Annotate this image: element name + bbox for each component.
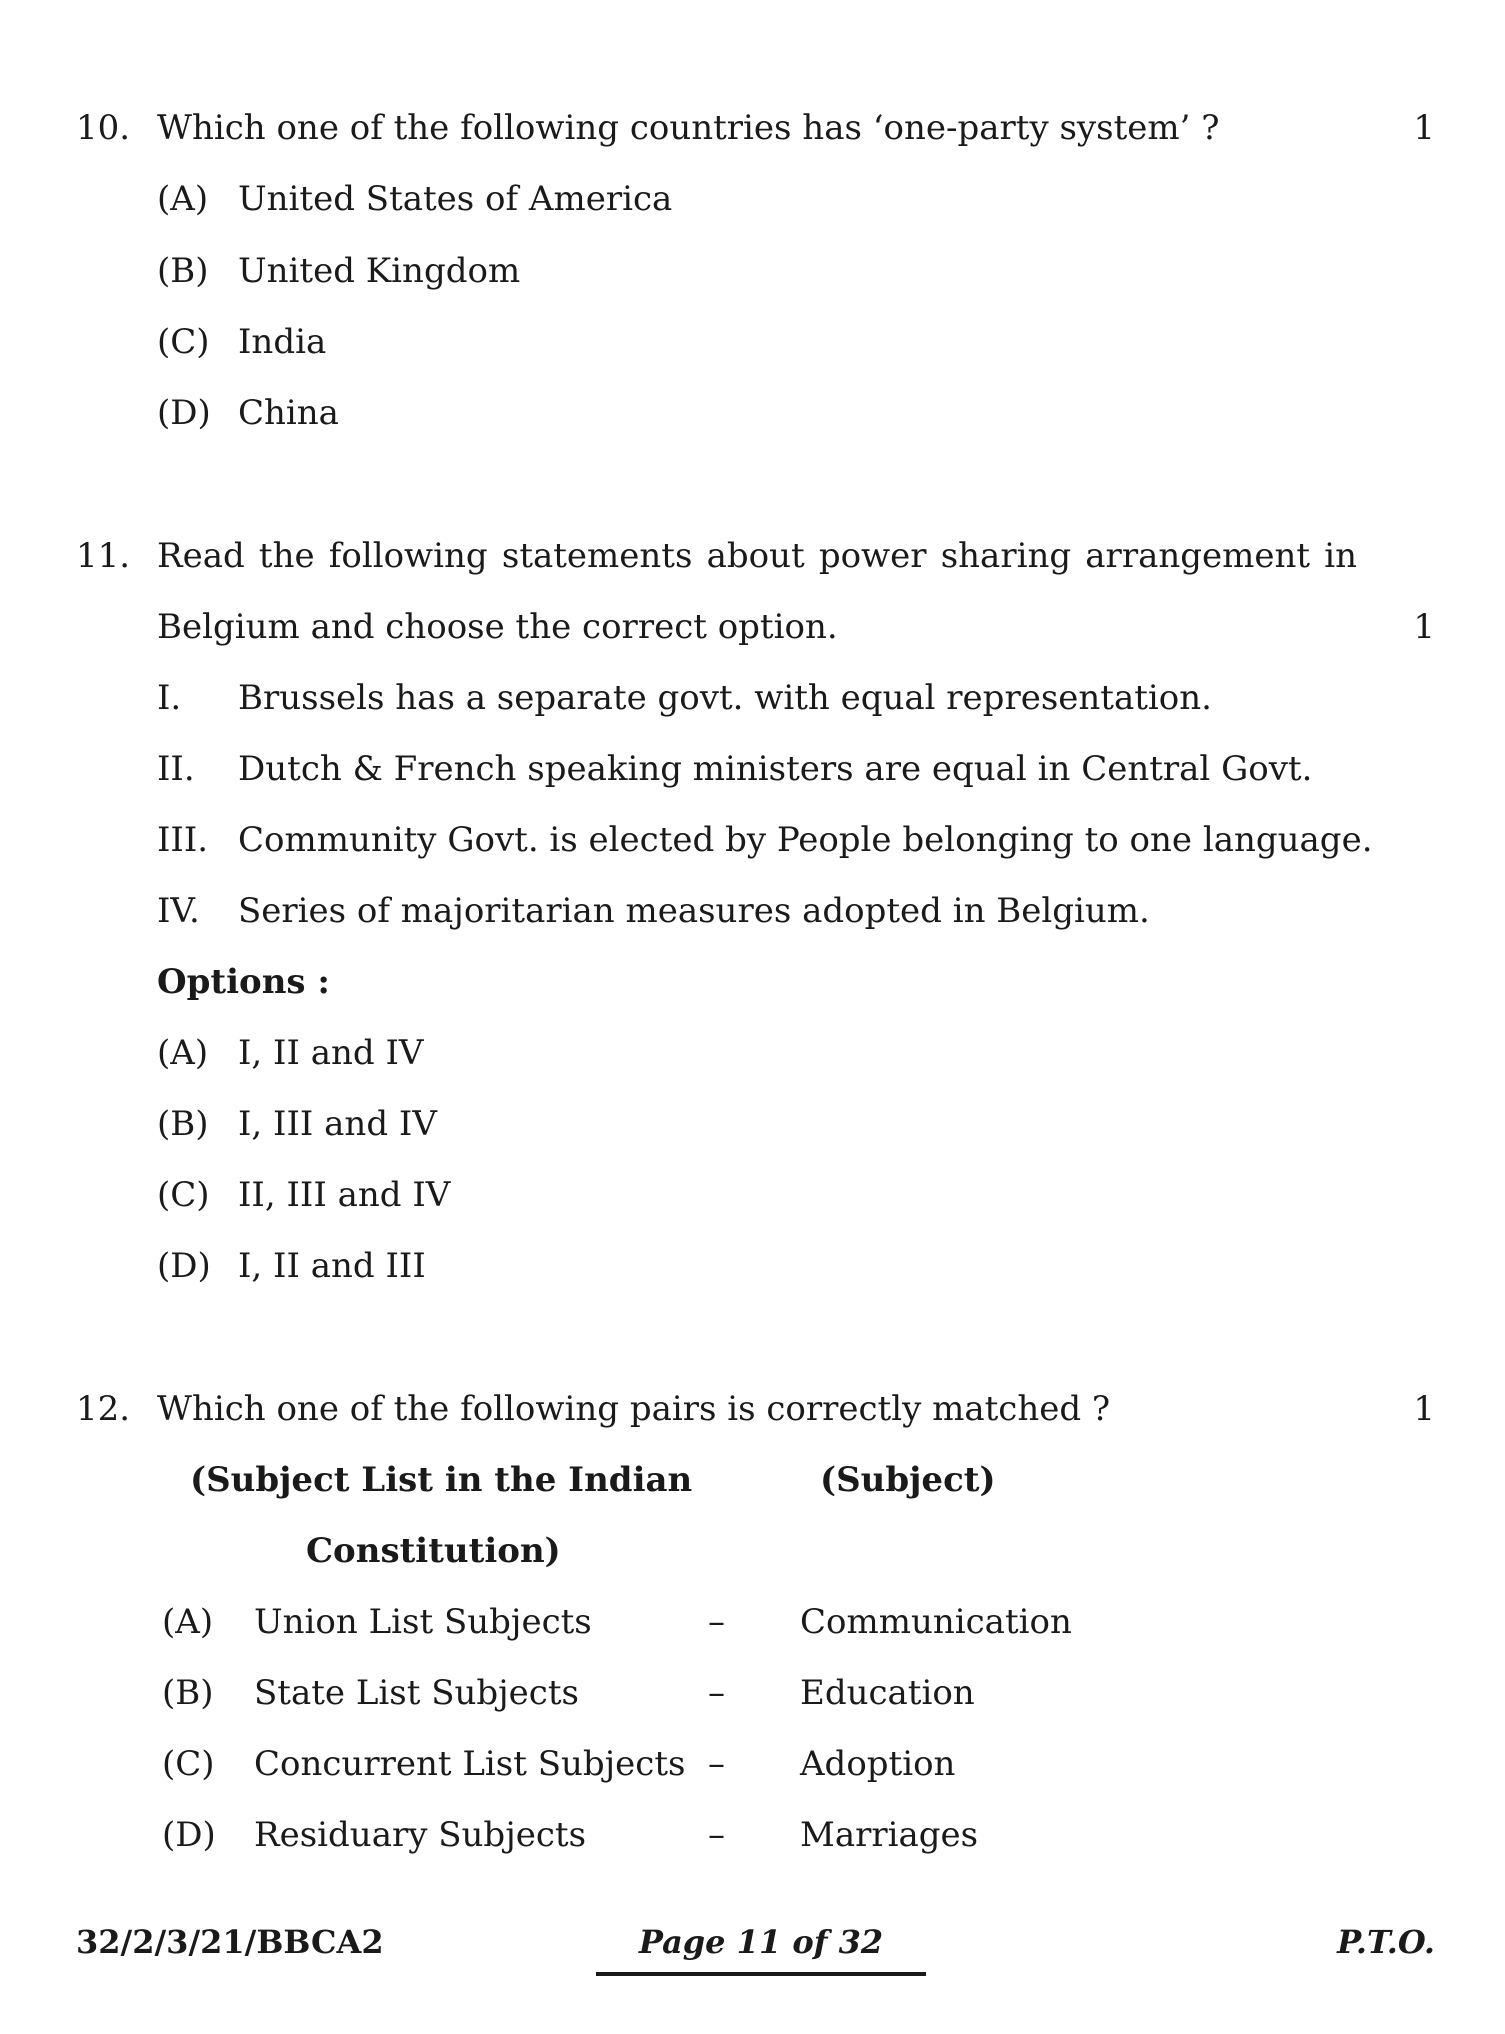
q12-row-list: Union List Subjects [254, 1602, 592, 1642]
q10-option-text: India [238, 322, 327, 362]
page-number-underline [596, 1972, 926, 1976]
q11-option-label: (C) [157, 1175, 210, 1215]
q11-statement-text: Series of majoritarian measures adopted in Belgium. [238, 891, 1150, 931]
q12-row-label: (D) [162, 1815, 216, 1855]
q10-option-text: United Kingdom [238, 251, 521, 291]
q11-statement-label: II. [157, 749, 195, 789]
q12-row-subject: Education [800, 1673, 975, 1713]
q10-option-label: (B) [157, 251, 209, 291]
q11-option-text: II, III and IV [238, 1175, 451, 1215]
q12-row-dash: – [708, 1602, 725, 1642]
q10-option-label: (C) [157, 322, 210, 362]
question-10-number: 10. [76, 108, 131, 148]
q11-option-label: (A) [157, 1033, 209, 1073]
question-11-text-line1: Read the following statements about power sharing arrangement in [157, 536, 1357, 576]
question-11-marks: 1 [1413, 607, 1435, 647]
paper-code: 32/2/3/21/BBCA2 [76, 1923, 384, 1961]
q12-row-subject: Communication [800, 1602, 1072, 1642]
q12-row-dash: – [708, 1815, 725, 1855]
please-turn-over: P.T.O. [1337, 1923, 1435, 1961]
question-12-number: 12. [76, 1389, 131, 1429]
question-12-text: Which one of the following pairs is correctly matched ? [157, 1389, 1111, 1429]
question-10-text: Which one of the following countries has ‘one-party system’ ? [157, 108, 1220, 148]
q12-row-list: State List Subjects [254, 1673, 579, 1713]
q11-option-text: I, II and IV [238, 1033, 424, 1073]
q12-row-label: (A) [162, 1602, 214, 1642]
q11-statement-label: III. [157, 820, 209, 860]
q10-option-label: (A) [157, 179, 209, 219]
q10-option-text: China [238, 393, 339, 433]
question-11-number: 11. [76, 536, 131, 576]
q11-statement-label: I. [157, 678, 182, 718]
q12-column2-heading: (Subject) [820, 1460, 996, 1500]
q12-column1-heading: (Subject List in the Indian [190, 1460, 693, 1500]
page-number: Page 11 of 32 [638, 1923, 884, 1961]
q12-row-label: (B) [162, 1673, 214, 1713]
question-10-marks: 1 [1413, 108, 1435, 148]
q11-statement-text: Community Govt. is elected by People belonging to one language. [238, 820, 1373, 860]
q11-statement-text: Brussels has a separate govt. with equal representation. [238, 678, 1212, 718]
q12-row-dash: – [708, 1673, 725, 1713]
q10-option-text: United States of America [238, 179, 673, 219]
q12-row-subject: Marriages [800, 1815, 979, 1855]
question-11-text-line2: Belgium and choose the correct option. [157, 607, 838, 647]
question-12-marks: 1 [1413, 1389, 1435, 1429]
q10-option-label: (D) [157, 393, 211, 433]
q11-options-heading: Options : [157, 962, 330, 1002]
q12-row-list: Residuary Subjects [254, 1815, 587, 1855]
q11-option-label: (D) [157, 1246, 211, 1286]
q11-statement-label: IV. [157, 891, 200, 931]
q12-row-dash: – [708, 1744, 725, 1784]
q12-column1-heading-cont: Constitution) [306, 1531, 561, 1571]
q11-option-text: I, III and IV [238, 1104, 437, 1144]
q11-option-label: (B) [157, 1104, 209, 1144]
q12-row-label: (C) [162, 1744, 215, 1784]
q12-row-subject: Adoption [800, 1744, 956, 1784]
q11-statement-text: Dutch & French speaking ministers are equal in Central Govt. [238, 749, 1313, 789]
q12-row-list: Concurrent List Subjects [254, 1744, 686, 1784]
q11-option-text: I, II and III [238, 1246, 426, 1286]
